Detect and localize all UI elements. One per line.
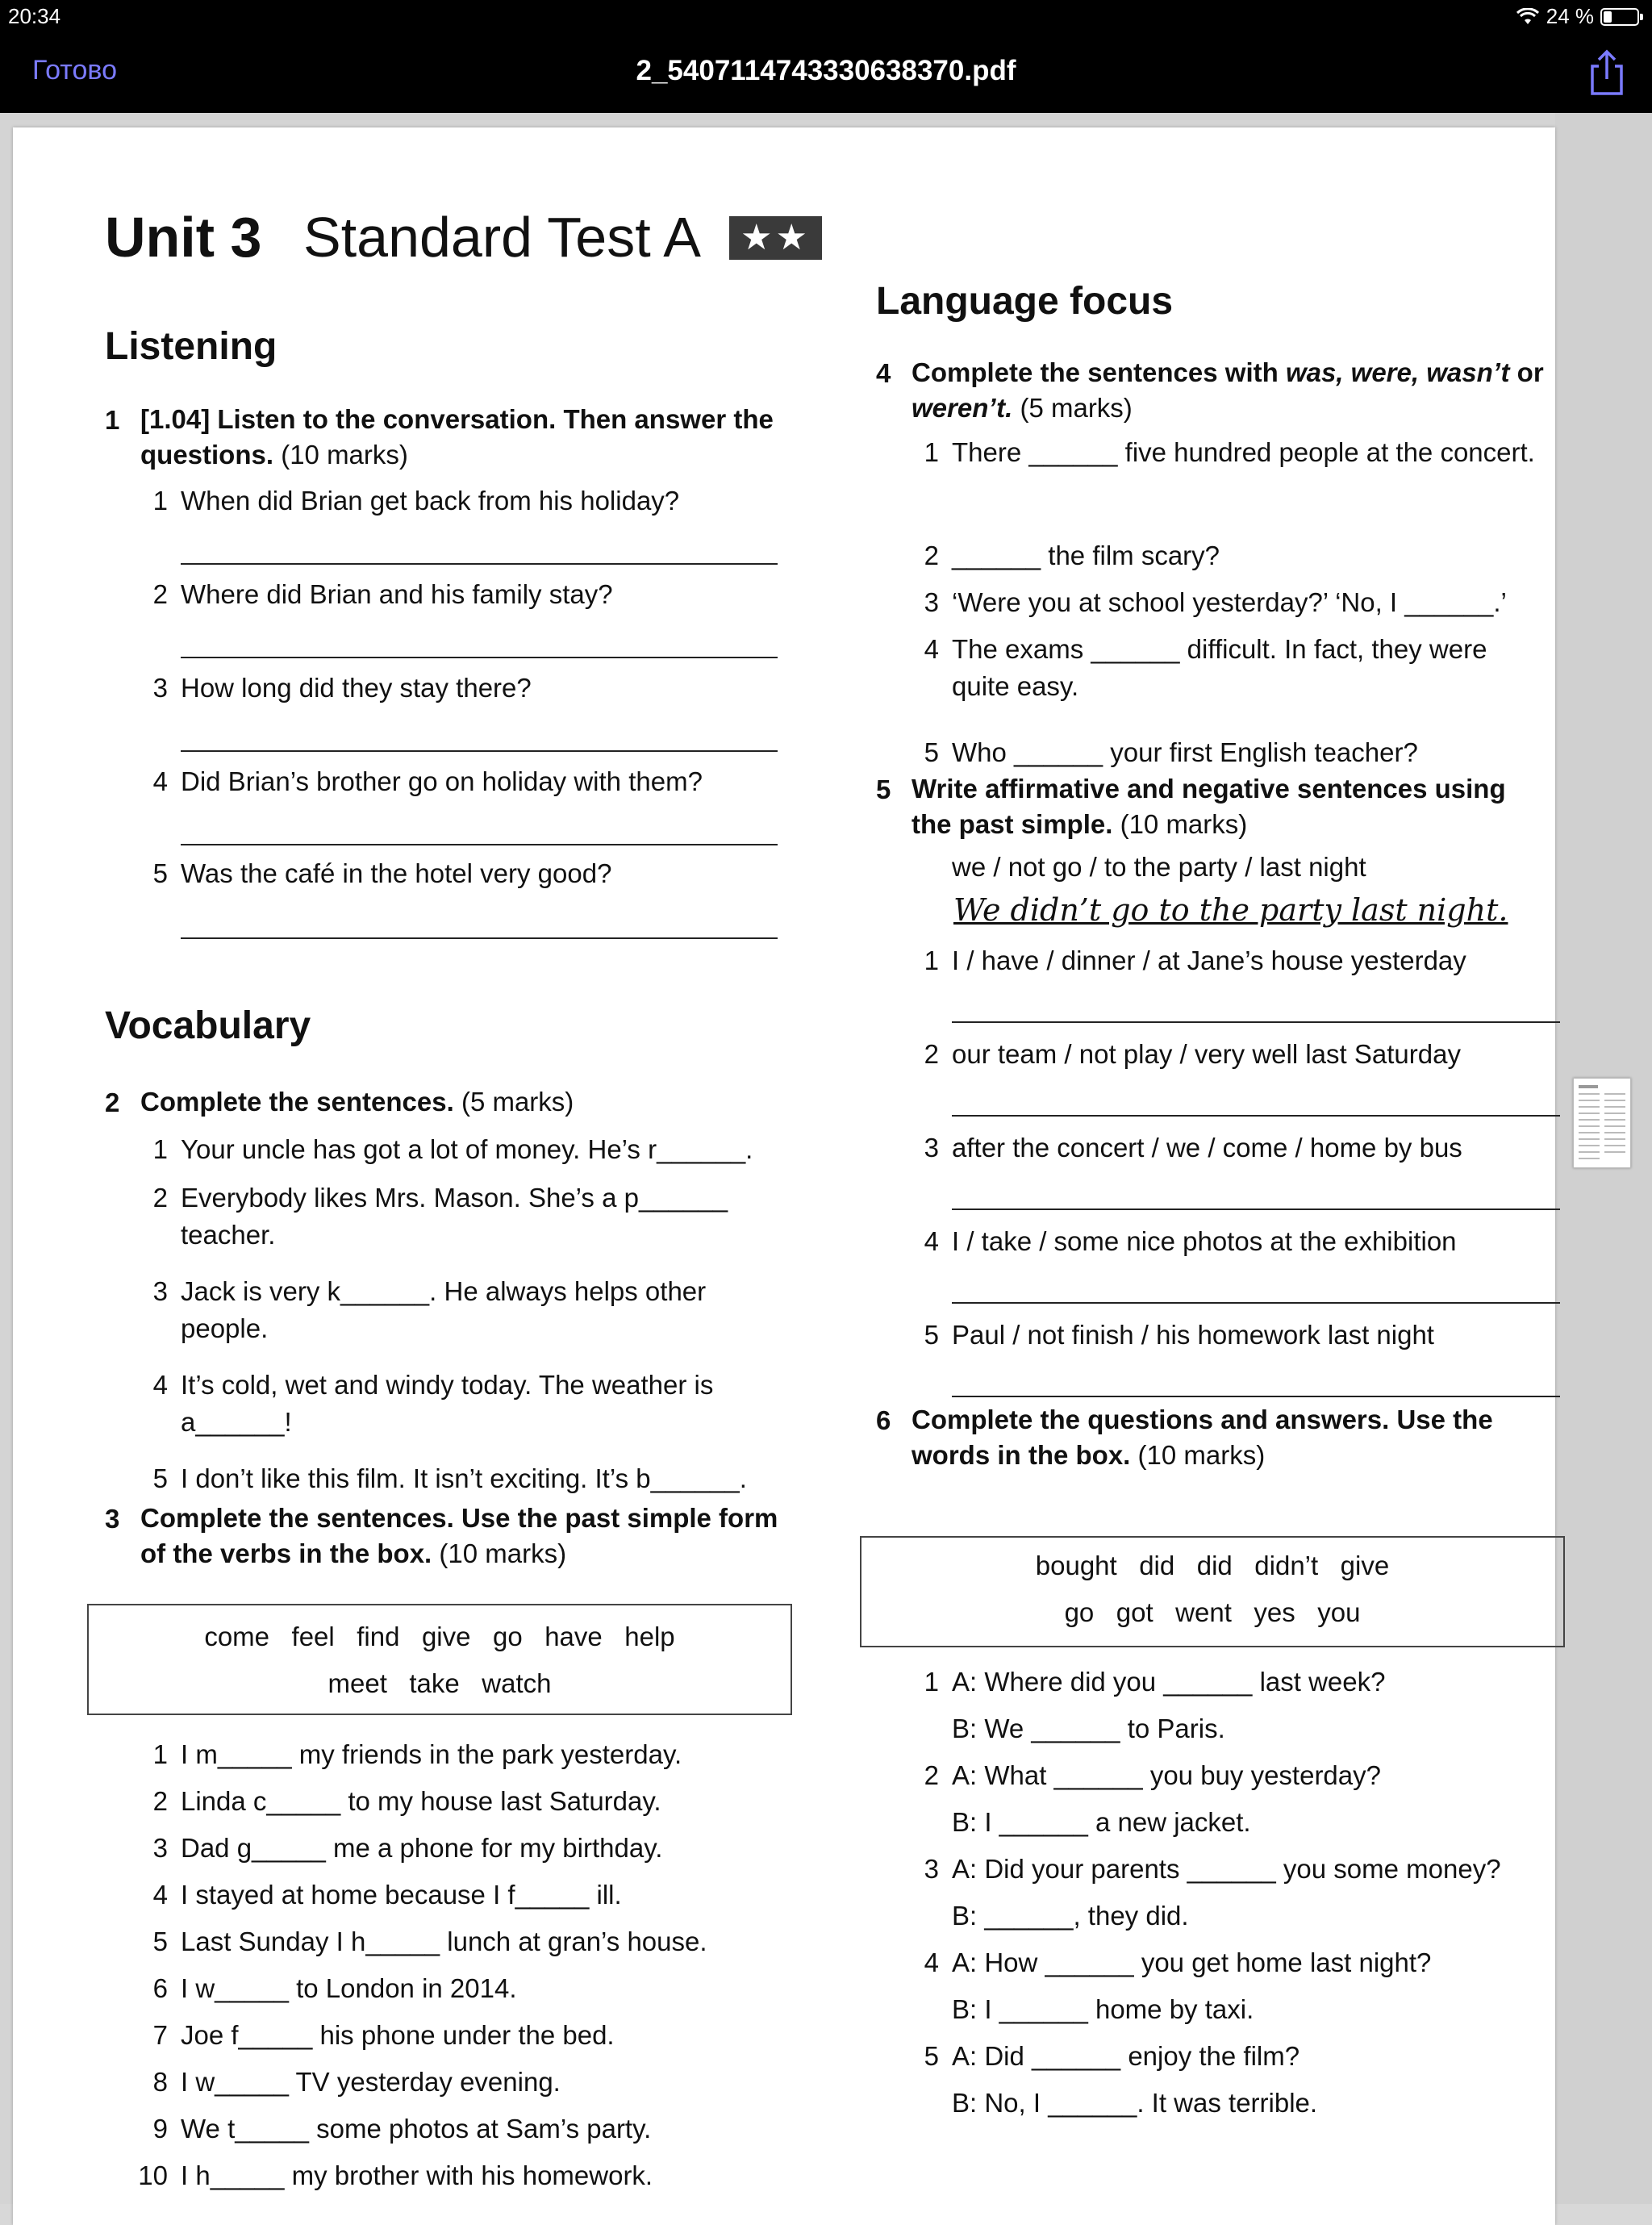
task3-item-text: I w_____ to London in 2014. [181, 1973, 517, 2003]
task1-item-text: When did Brian get back from his holiday? [181, 486, 680, 516]
task4-item-number: 5 [924, 737, 939, 767]
task1-item-text: Did Brian’s brother go on holiday with them? [181, 766, 703, 796]
page-thumbnail[interactable] [1573, 1078, 1631, 1168]
unit-title: Unit 3 [105, 206, 262, 269]
task1-item-text: How long did they stay there? [181, 673, 532, 703]
task6-item-number: 1 [924, 1667, 939, 1697]
task2-item-text: Jack is very k______. He always helps other people. [181, 1276, 707, 1343]
task3-item-number: 8 [152, 2067, 168, 2097]
task5-answer-line[interactable] [952, 1021, 1560, 1023]
task6-answer: B: I ______ home by taxi. [952, 1994, 1254, 2024]
viewer-toolbar [0, 32, 1652, 113]
task1-item-text: Was the café in the hotel very good? [181, 858, 612, 888]
task1-number: 1 [105, 405, 120, 435]
task2-item-number: 1 [152, 1134, 168, 1164]
task2-number: 2 [105, 1087, 120, 1117]
task3-item-number: 7 [152, 2020, 168, 2050]
task6-item-number: 2 [924, 1760, 939, 1790]
task1-instructions: [1.04] Listen to the conversation. Then answer the questions. (10 marks) [140, 404, 774, 470]
task3-item-number: 2 [152, 1786, 168, 1816]
task4-number: 4 [876, 358, 891, 388]
task3-item-text: I h_____ my brother with his homework. [181, 2160, 653, 2190]
task3-instructions: Complete the sentences. Use the past simple form of the verbs in the box. (10 marks) [140, 1503, 778, 1568]
task6-word-box [860, 1536, 1565, 1647]
task4-item-text: ‘Were you at school yesterday?’ ‘No, I ______.’ [952, 587, 1507, 617]
task2-item-text: Everybody likes Mrs. Mason. She’s a p______ teacher. [181, 1183, 728, 1250]
task5-item-text: after the concert / we / come / home by bus [952, 1133, 1462, 1163]
task2-item-number: 3 [152, 1276, 168, 1306]
task4-item-number: 3 [924, 587, 939, 617]
task3-item-number: 6 [152, 1973, 168, 2003]
word-box-row: go got went yes you [1064, 1597, 1361, 1627]
task6-answer: B: ______, they did. [952, 1901, 1189, 1931]
task6-answer: B: I ______ a new jacket. [952, 1807, 1251, 1837]
task1-answer-line[interactable] [181, 750, 778, 752]
task2-item-number: 5 [152, 1463, 168, 1493]
task5-item-number: 3 [924, 1133, 939, 1163]
task4-item-text: There ______ five hundred people at the concert. [952, 437, 1535, 467]
task4-item-number: 2 [924, 541, 939, 570]
document-title: 2_5407114743330638370.pdf [636, 55, 1016, 86]
task5-example-answer: We didn’t go to the party last night. [953, 892, 1508, 928]
task3-item-text: I w_____ TV yesterday evening. [181, 2067, 561, 2097]
task6-question: A: How ______ you get home last night? [952, 1947, 1432, 1977]
task3-item-text: Dad g_____ me a phone for my birthday. [181, 1833, 663, 1863]
vocabulary-heading: Vocabulary [105, 1004, 311, 1047]
listening-heading: Listening [105, 325, 277, 368]
task6-question: A: What ______ you buy yesterday? [952, 1760, 1381, 1790]
task5-item-number: 5 [924, 1320, 939, 1350]
task3-word-box [87, 1604, 792, 1715]
task4-item-text: Who ______ your first English teacher? [952, 737, 1418, 767]
done-button[interactable]: Готово [32, 55, 117, 86]
task5-item-number: 4 [924, 1226, 939, 1256]
task1-item-text: Where did Brian and his family stay? [181, 579, 613, 609]
status-time: 20:34 [8, 4, 61, 28]
task5-number: 5 [876, 774, 891, 804]
task3-item-text: Linda c_____ to my house last Saturday. [181, 1786, 661, 1816]
task2-item-number: 4 [152, 1370, 168, 1400]
status-bar [0, 0, 1652, 32]
task6-question: A: Where did you ______ last week? [952, 1667, 1386, 1697]
task1-answer-line[interactable] [181, 657, 778, 658]
task3-item-text: Last Sunday I h_____ lunch at gran’s house. [181, 1927, 707, 1956]
wifi-icon [1516, 8, 1540, 26]
task5-answer-line[interactable] [952, 1302, 1560, 1304]
task6-question: A: Did your parents ______ you some money? [952, 1854, 1501, 1884]
task5-answer-line[interactable] [952, 1209, 1560, 1210]
task6-item-number: 4 [924, 1947, 939, 1977]
task2-item-number: 2 [152, 1183, 168, 1213]
task3-item-number: 3 [152, 1833, 168, 1863]
test-title: Standard Test A [303, 206, 701, 269]
task6-question: A: Did ______ enjoy the film? [952, 2041, 1300, 2071]
word-box-row: bought did did didn’t give [1035, 1551, 1390, 1580]
task2-instructions: Complete the sentences. (5 marks) [140, 1087, 574, 1117]
task5-example-prompt: we / not go / to the party / last night [952, 852, 1366, 882]
task1-item-number: 3 [152, 673, 168, 703]
task5-instructions: Write affirmative and negative sentences using the past simple. (10 marks) [912, 774, 1506, 839]
battery-percent: 24 % [1546, 4, 1594, 28]
task5-item-text: I / take / some nice photos at the exhibition [952, 1226, 1457, 1256]
battery-icon [1600, 8, 1639, 26]
task1-answer-line[interactable] [181, 844, 778, 845]
task3-item-number: 10 [138, 2160, 168, 2190]
task1-item-number: 5 [152, 858, 168, 888]
task5-item-number: 1 [924, 946, 939, 975]
task4-item-text: The exams ______ difficult. In fact, they were quite easy. [952, 634, 1487, 701]
word-box-row: meet take watch [327, 1668, 552, 1698]
task3-number: 3 [105, 1504, 120, 1534]
language-focus-heading: Language focus [876, 280, 1174, 323]
difficulty-stars: ★★ [729, 216, 822, 260]
task6-answer: B: We ______ to Paris. [952, 1714, 1225, 1743]
task3-item-number: 9 [152, 2114, 168, 2144]
task3-item-number: 4 [152, 1880, 168, 1910]
task6-answer: B: No, I ______. It was terrible. [952, 2088, 1318, 2118]
pdf-page [13, 127, 1555, 2225]
task2-item-text: Your uncle has got a lot of money. He’s r______. [181, 1134, 753, 1164]
task1-item-number: 1 [152, 486, 168, 516]
task2-item-text: It’s cold, wet and windy today. The weather is a______! [181, 1370, 714, 1437]
task5-item-text: I / have / dinner / at Jane’s house yesterday [952, 946, 1466, 975]
task5-answer-line[interactable] [952, 1396, 1560, 1397]
task1-item-number: 4 [152, 766, 168, 796]
task6-number: 6 [876, 1405, 891, 1435]
share-icon[interactable] [1584, 48, 1629, 97]
task2-item-text: I don’t like this film. It isn’t exciting. It’s b______. [181, 1463, 747, 1493]
task1-answer-line[interactable] [181, 563, 778, 565]
task6-item-number: 5 [924, 2041, 939, 2071]
task4-item-text: ______ the film scary? [952, 541, 1220, 570]
task5-item-text: Paul / not finish / his homework last night [952, 1320, 1434, 1350]
task3-item-number: 1 [152, 1739, 168, 1769]
task4-item-number: 1 [924, 437, 939, 467]
task1-item-number: 2 [152, 579, 168, 609]
task3-item-number: 5 [152, 1927, 168, 1956]
task3-item-text: We t_____ some photos at Sam’s party. [181, 2114, 652, 2144]
task3-item-text: I m_____ my friends in the park yesterday. [181, 1739, 682, 1769]
task4-instructions: Complete the sentences with was, were, wasn’t or weren’t. (5 marks) [912, 357, 1544, 423]
pdf-viewer[interactable] [0, 113, 1652, 2204]
task3-item-text: Joe f_____ his phone under the bed. [181, 2020, 615, 2050]
task3-item-text: I stayed at home because I f_____ ill. [181, 1880, 622, 1910]
task4-item-number: 4 [924, 634, 939, 664]
task1-answer-line[interactable] [181, 937, 778, 939]
word-box-row: come feel find give go have help [204, 1622, 675, 1651]
task5-answer-line[interactable] [952, 1115, 1560, 1117]
task6-item-number: 3 [924, 1854, 939, 1884]
task5-item-text: our team / not play / very well last Saturday [952, 1039, 1461, 1069]
task6-instructions: Complete the questions and answers. Use the words in the box. (10 marks) [912, 1405, 1493, 1470]
task5-item-number: 2 [924, 1039, 939, 1069]
